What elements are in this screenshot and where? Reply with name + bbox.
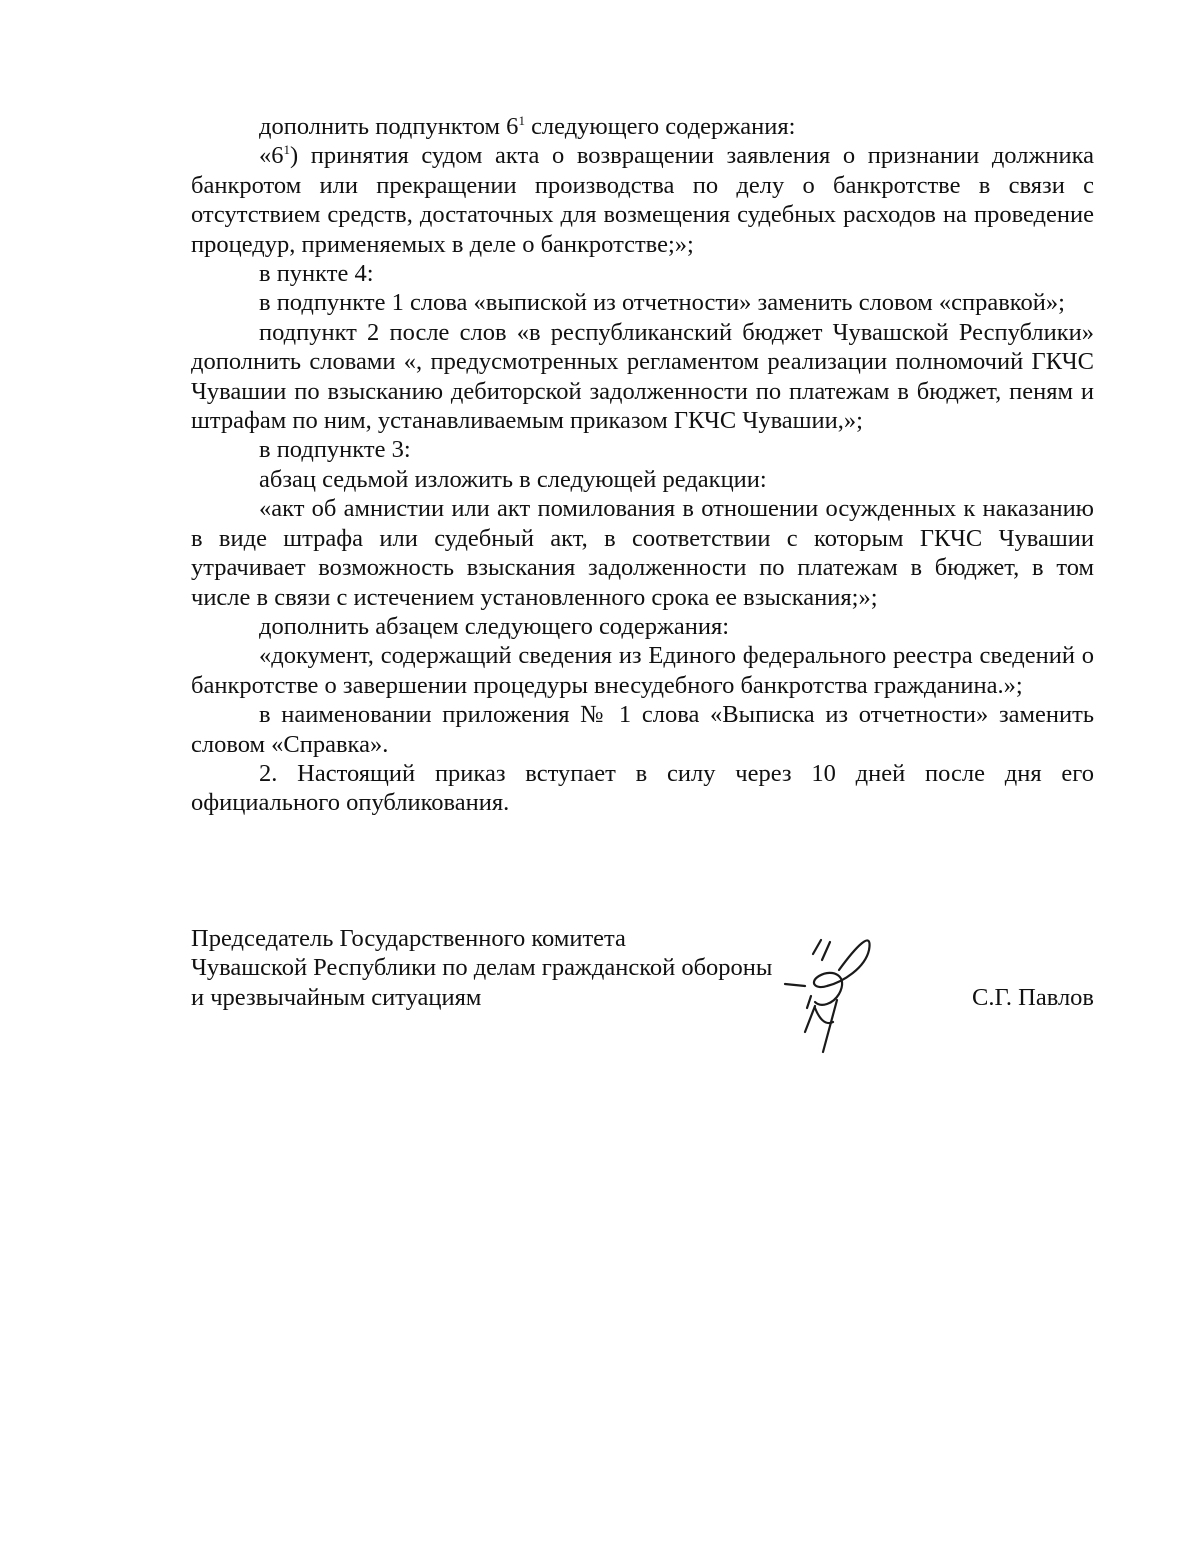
paragraph-item-4: в пункте 4: [259, 260, 374, 288]
paragraph-add-para-intro: дополнить абзацем следующего содержания: [259, 612, 730, 640]
paragraph-amnesty-act: «акт об амнистии или акт помилования в отношении осужденных к наказанию в виде штрафа или судебный акт, в соответствии с которым ГКЧС Чувашии утрачивает возможность взыскания задолженности по платежам в бюджет, в том числе в связи с истечением установленного срока ее взыскания;»; [191, 495, 1094, 611]
paragraph-text: дополнить подпунктом 6 [259, 113, 519, 140]
paragraph-bankruptcy-registry: «документ, содержащий сведения из Единого федерального реестра сведений о банкротстве о завершении процедуры внесудебного банкротства гражданина.»; [191, 642, 1094, 699]
signatory-title-line: Чувашской Республики по делам гражданской обороны [191, 954, 773, 982]
paragraph-entry-into-force: 2. Настоящий приказ вступает в силу через 10 дней после дня его официального опубликования. [191, 759, 1094, 817]
paragraph-seventh-para-intro: абзац седьмой изложить в следующей редакции: [259, 465, 767, 493]
signature-block [191, 924, 1094, 1064]
paragraph-appendix-rename: в наименовании приложения № 1 слова «Выписка из отчетности» заменить словом «Справка». [191, 701, 1094, 758]
signatory-name: С.Г. Павлов [972, 983, 1094, 1011]
signatory-title-line: и чрезвычайным ситуациям [191, 983, 482, 1011]
handwritten-signature [777, 924, 887, 1064]
signatory-title-line: Председатель Государственного комитета [191, 925, 626, 952]
paragraph-text: ) принятия судом акта о возвращении заявления о признании должника банкротом или прекращении производства по делу о банкротстве в связи с отсутствием средств, достаточных для возмещения судебных расходов на проведение процедур, применяемых в деле о банкротстве;»; [191, 142, 1094, 258]
paragraph-add-subitem-intro [191, 112, 1094, 141]
paragraph-text: «6 [259, 142, 284, 170]
superscript: 1 [518, 113, 525, 128]
paragraph-text: следующего содержания: [524, 113, 796, 140]
paragraph-subitem-2: подпункт 2 после слов «в республиканский бюджет Чувашской Республики» дополнить словами «, предусмотренных регламентом реализации полномочий ГКЧС Чувашии по взысканию дебиторской задолженности по платежам в бюджет, пеням и штрафам по ним, устанавливаемым приказом ГКЧС Чувашии,»; [191, 318, 1094, 435]
signatory-title [191, 924, 831, 1012]
document-body [191, 112, 1094, 818]
paragraph-subitem-1: в подпункте 1 слова «выпиской из отчетности» заменить словом «справкой»; [259, 289, 1065, 317]
paragraph-subitem-3: в подпункте 3: [259, 436, 411, 464]
paragraph-subitem-6-1 [191, 141, 1094, 259]
superscript: 1 [283, 142, 290, 158]
